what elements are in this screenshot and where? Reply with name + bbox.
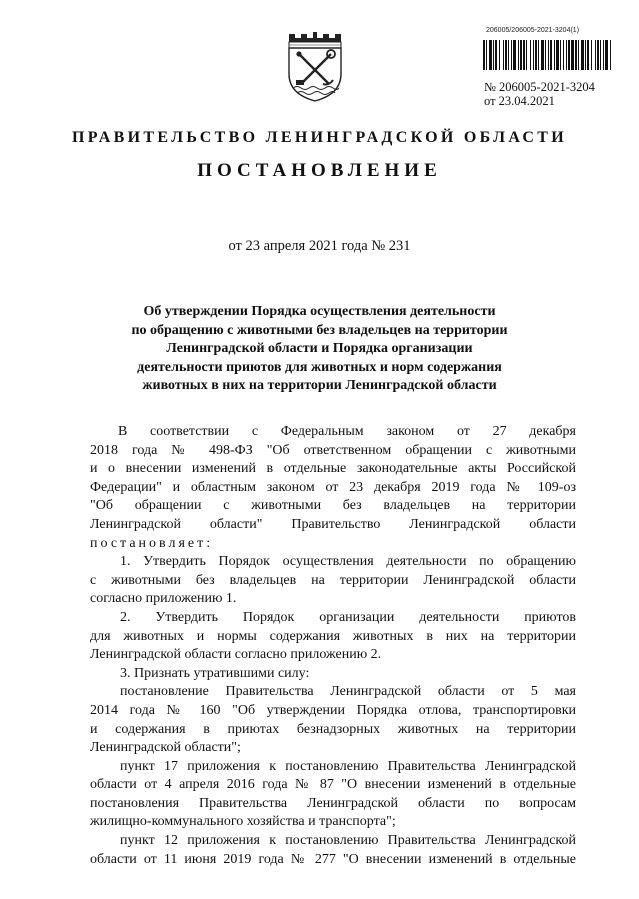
body-line: согласно приложению 1. <box>90 591 237 607</box>
body-line: пункт 12 приложения к постановлению Правительства Ленинградской <box>120 833 576 849</box>
decree-date-number: от 23 апреля 2021 года № 231 <box>228 238 411 254</box>
body-line: с животными без владельцев на территории Ленинградской области <box>90 572 576 588</box>
body-line: пункт 17 приложения к постановлению Правительства Ленинградской <box>120 758 576 774</box>
body-line: области от 11 июня 2019 года № 277 "О внесении изменений в отдельные <box>90 851 576 867</box>
body-line: 2. Утвердить Порядок организации деятельности приютов <box>120 609 576 625</box>
decree-title <box>100 303 539 396</box>
title-line: деятельности приютов для животных и норм содержания <box>137 359 502 375</box>
title-line: Ленинградской области и Порядка организации <box>166 341 473 356</box>
body-line: "Об обращении с животными без владельцев на территории <box>90 498 576 514</box>
body-line: Ленинградской области"; <box>90 740 241 756</box>
body-line: постановляет: <box>90 535 214 551</box>
document-date: от 23.04.2021 <box>484 94 555 108</box>
body-line: и содержания в приютах безнадзорных животных на территории <box>90 721 576 737</box>
body-line: Ленинградской области" Правительство Ленинградской области <box>90 516 576 532</box>
document-number: № 206005-2021-3204 <box>484 80 595 94</box>
body-line: Ленинградской области согласно приложению 2. <box>90 647 382 663</box>
body-line: жилищно-коммунального хозяйства и транспорта"; <box>90 814 396 830</box>
body-line: и о внесении изменений в отдельные законодательные акты Российской <box>90 461 576 477</box>
title-line: Об утверждении Порядка осуществления деятельности <box>143 304 496 319</box>
body-line: 2014 года № 160 "Об утверждении Порядка отлова, транспортировки <box>90 702 576 718</box>
title-line: по обращению с животными без владельцев на территории <box>131 322 508 338</box>
government-name: ПРАВИТЕЛЬСТВО ЛЕНИНГРАДСКОЙ ОБЛАСТИ <box>72 129 567 146</box>
document-registration <box>484 80 595 108</box>
barcode-icon <box>483 40 611 70</box>
decree-body <box>90 423 576 869</box>
body-line: постановление Правительства Ленинградской области от 5 мая <box>120 684 576 700</box>
registration-code: 206005/206005-2021-3204(1) <box>486 27 580 34</box>
body-line: Федерации" и областным законом от 23 декабря 2019 года № 109-оз <box>90 479 576 495</box>
body-line: для животных и нормы содержания животных в них на территории <box>90 628 576 644</box>
leningrad-oblast-coat-of-arms-icon <box>283 28 347 104</box>
title-line: животных в них на территории Ленинградской области <box>142 378 497 393</box>
document-type: ПОСТАНОВЛЕНИЕ <box>197 160 442 181</box>
body-line: 3. Признать утратившими силу: <box>120 665 310 681</box>
body-line: В соответствии с Федеральным законом от 27 декабря <box>118 424 576 439</box>
body-line: 1. Утвердить Порядок осуществления деятельности по обращению <box>120 554 576 570</box>
body-line: 2018 года № 498-ФЗ "Об ответственном обращении с животными <box>90 442 576 458</box>
body-line: области от 4 апреля 2016 года № 87 "О внесении изменений в отдельные <box>90 777 576 793</box>
body-line: постановления Правительства Ленинградской области по вопросам <box>90 795 576 811</box>
